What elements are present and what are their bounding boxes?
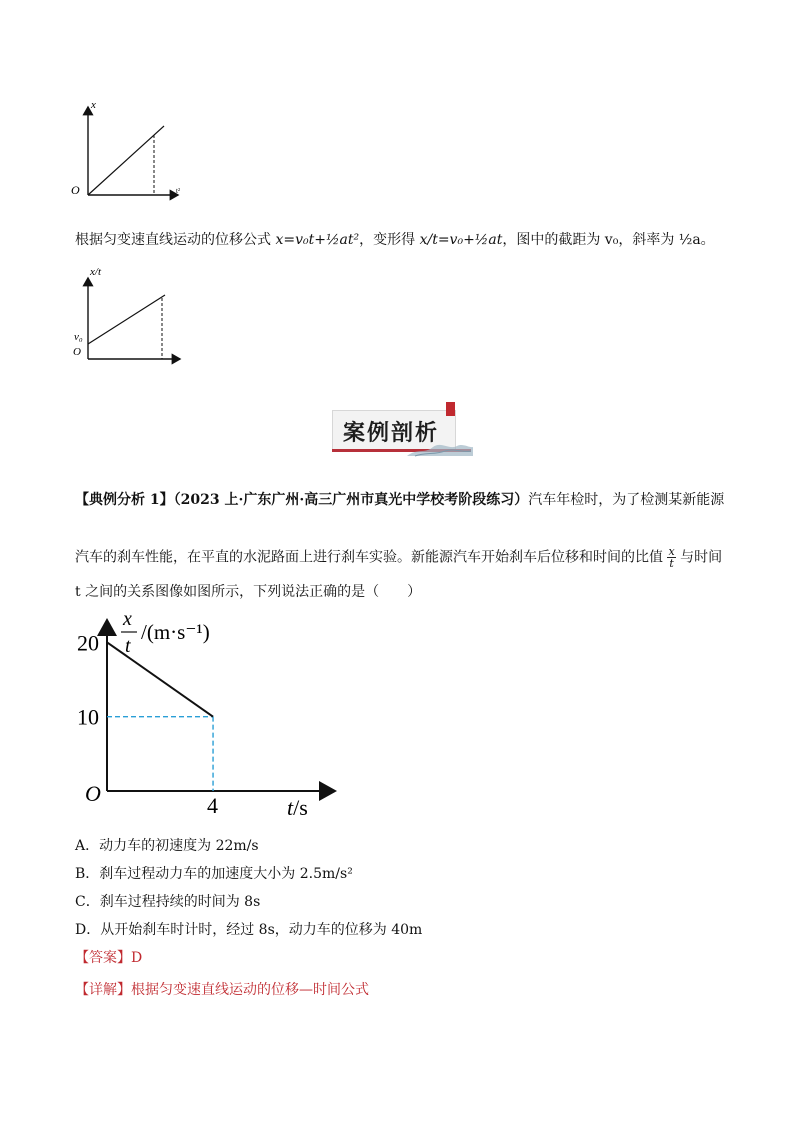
formula-line (75, 230, 715, 250)
chart-x-label: t/s (287, 795, 308, 820)
option-d[interactable] (75, 920, 422, 940)
chart-ylabel-denominator: t (125, 635, 131, 657)
chart-origin: O (85, 781, 101, 806)
fraction-numerator: x (668, 545, 675, 558)
option-c-letter: C． (75, 894, 100, 910)
detail-label: 【详解】 (75, 982, 131, 998)
answer-label: 【答案】 (75, 950, 131, 966)
chart-series-line-0 (107, 642, 213, 716)
formula-transformed: x/t=v₀+½at (419, 232, 503, 248)
option-a[interactable] (75, 836, 259, 856)
chart-ylabel-unit: /(m·s⁻¹) (141, 620, 210, 644)
formula-line-suffix: ，图中的截距为 v₀，斜率为 ½a。 (502, 232, 715, 248)
chart-y-tick-20: 20 (77, 630, 99, 656)
example-line-3 (75, 582, 421, 602)
x-over-t-fraction (667, 546, 675, 569)
detail-text: 根据匀变速直线运动的位移—时间公式 (131, 982, 369, 998)
graph1-origin: O (71, 183, 80, 197)
option-b-letter: B． (75, 866, 100, 882)
option-d-text: 从开始刹车时计时，经过 8s，动力车的位移为 40m (100, 922, 423, 938)
formula-line-prefix: 根据匀变速直线运动的位移公式 (75, 232, 276, 248)
example-line-2-tail: 与时间 (680, 549, 723, 566)
example-line-3-text: t 之间的关系图像如图所示，下列说法正确的是（ ） (75, 584, 422, 600)
example-line-1 (75, 490, 724, 510)
graph1-y-label: x (91, 99, 96, 111)
graph2-line (88, 295, 165, 344)
xt-chart (60, 605, 360, 820)
graph2-y-label: x/t (90, 266, 101, 278)
option-c-text: 刹车过程持续的时间为 8s (99, 894, 261, 910)
example-line-1-tail: 汽车年检时，为了检测某新能源 (528, 492, 725, 508)
example-line-2 (75, 546, 722, 569)
graph2-origin: O (73, 346, 81, 358)
detail-line (75, 980, 369, 1000)
fraction-denominator: t (669, 557, 674, 570)
chart-ylabel-numerator: x (123, 608, 132, 630)
answer-value: D (131, 950, 143, 966)
graph-x-vs-t2 (60, 95, 200, 205)
graph1-line (88, 126, 164, 195)
option-b-text: 刹车过程动力车的加速度大小为 2.5m/s² (99, 866, 353, 882)
example-line-2-text: 汽车的刹车性能，在平直的水泥路面上进行刹车实验。新能源汽车开始刹车后位移和时间的比值 (75, 549, 663, 566)
option-d-letter: D． (75, 922, 101, 938)
option-c[interactable] (75, 892, 260, 912)
formula-position: x=v₀t+½at² (275, 232, 360, 248)
example-tag: 【典例分析 1】 (75, 492, 174, 508)
banner-wave-decoration (405, 438, 475, 460)
chart-y-tick-10: 10 (77, 704, 99, 730)
example-source: （2023 上·广东广州·高三广州市真光中学校考阶段练习） (173, 492, 529, 508)
banner-red-tab (446, 402, 455, 416)
option-b[interactable] (75, 864, 353, 884)
banner-title: 案例剖析 (343, 421, 440, 446)
formula-line-mid: ，变形得 (359, 232, 420, 248)
graph2-intercept-label: v₀ (74, 331, 83, 343)
graph-xt-vs-t (65, 262, 195, 372)
graph1-x-label: t² (176, 187, 181, 195)
option-a-letter: A． (75, 838, 100, 854)
option-a-text: 动力车的初速度为 22m/s (99, 838, 259, 854)
answer-line (75, 948, 142, 968)
chart-x-tick-4: 4 (207, 793, 219, 818)
